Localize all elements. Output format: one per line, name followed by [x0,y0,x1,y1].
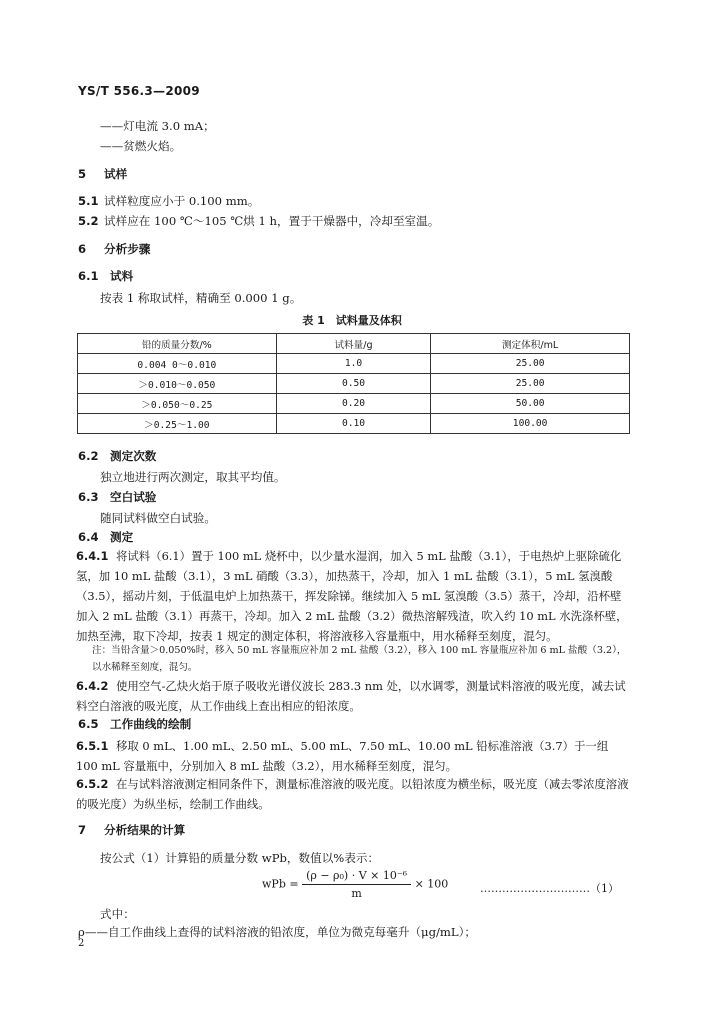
clause-6-4-heading [78,529,133,545]
clause-text: 将试料（6.1）置于 100 mL 烧杯中，以少量水湿润，加入 5 mL 盐酸（3.1），于电热炉上驱除硫化氢，加 10 mL 盐酸（3.1），3 mL 硝酸（3.3），加热蒸干，冷却，加入 1 mL 盐酸（3.1），5 mL 氢溴酸（3.5），摇动片刻，于低温电炉上加热蒸干，挥发除锑。继续加入 5 mL 氢溴酸（3.5）蒸干，冷却，沿杯壁加入 2 mL 盐酸（3.1）再蒸干，冷却。加入 2 mL 盐酸（3.2）微热溶解残渣，吹入约 10 mL 水洗涤杯壁，加热至沸，取下冷却，按表 1 规定的测定体积，将溶液移入容量瓶中，用水稀释至刻度，混匀。 [76,549,628,643]
clause-6-5-1 [76,736,632,776]
section-6-heading [78,241,150,257]
clause-number: 6.2 [78,449,99,463]
table-cell: ＞0.010～0.050 [78,374,277,394]
clause-number: 6.4 [78,530,99,544]
formula-lhs: wPb = [262,877,303,891]
clause-6-3-text: 随同试料做空白试验。 [100,511,216,525]
clause-title: 工作曲线的绘制 [110,717,192,731]
clause-5-2 [78,211,439,231]
clause-number: 5.2 [78,214,99,228]
table-row [78,374,630,394]
table-row [78,354,630,374]
table-cell: 0.20 [276,394,431,414]
equation-number: …………………………（1） [480,882,619,895]
table-cell: 50.00 [431,394,630,414]
clause-text: 在与试料溶液测定相同条件下，测量标准溶液的吸光度。以铅浓度为横坐标，吸光度（减去零浓度溶液的吸光度）为纵坐标，绘制工作曲线。 [76,777,629,811]
condition-lamp-current: ——灯电流 3.0 mA； [100,119,215,133]
formula-tail: × 100 [414,877,449,891]
clause-title: 测定次数 [110,449,157,463]
table-row [78,394,630,414]
page-number: 2 [78,938,85,949]
section-7-heading [78,822,185,838]
column-header: 测定体积/mL [431,334,630,354]
clause-number: 6.4.2 [76,679,109,693]
table-cell: 0.004 0～0.010 [78,354,277,374]
table-row [78,414,630,434]
formula-intro: 按公式（1）计算铅的质量分数 wPb，数值以%表示： [100,851,380,865]
where-label: 式中： [100,907,135,921]
clause-6-4-2 [76,676,632,716]
clause-number: 6.1 [78,269,99,283]
sample-volume-table [77,333,630,434]
section-number: 7 [78,823,87,837]
clause-number: 6.5.1 [76,739,109,753]
section-number: 6 [78,242,87,256]
clause-6-1-heading [78,268,133,284]
clause-number: 6.4.1 [76,549,109,563]
clause-text: 试样粒度应小于 0.100 mm。 [104,194,260,208]
clause-6-4-1 [76,546,632,646]
table-cell: ＞0.050～0.25 [78,394,277,414]
clause-number: 6.5 [78,717,99,731]
table-header-row [78,334,630,354]
section-title: 分析结果的计算 [104,823,186,837]
clause-6-3-heading [78,489,156,505]
formula-numerator: (ρ − ρ₀) · V × 10⁻⁶ [302,869,411,885]
table-cell: ＞0.25～1.00 [78,414,277,434]
clause-title: 测定 [110,530,134,544]
clause-text: 移取 0 mL、1.00 mL、2.50 mL、5.00 mL、7.50 mL、10.00 mL 铅标准溶液（3.7）于一组 100 mL 容量瓶中，分别加入 8 mL 盐酸（3.2），用水稀释至刻度，混匀。 [76,739,609,773]
section-title: 分析步骤 [104,242,151,256]
table-cell: 100.00 [431,414,630,434]
clause-number: 6.5.2 [76,777,109,791]
clause-6-2-text: 独立地进行两次测定，取其平均值。 [100,470,286,484]
table-cell: 0.10 [276,414,431,434]
clause-number: 5.1 [78,194,99,208]
clause-6-5-2 [76,774,632,814]
section-number: 5 [78,167,87,181]
clause-title: 空白试验 [110,490,157,504]
clause-5-1 [78,191,259,211]
clause-title: 试料 [110,269,134,283]
note-lead-content: 注：当铅含量＞0.050%时，移入 50 mL 容量瓶应补加 2 mL 盐酸（3.2），移入 100 mL 容量瓶应补加 6 mL 盐酸（3.2），以水稀释至刻度，混匀。 [92,645,627,673]
table-cell: 0.50 [276,374,431,394]
section-title: 试样 [104,167,128,181]
table-cell: 25.00 [431,354,630,374]
column-header: 铅的质量分数/% [78,334,277,354]
table-cell: 25.00 [431,374,630,394]
clause-number: 6.3 [78,490,99,504]
rho-definition: ρ——自工作曲线上查得的试料溶液的铅浓度，单位为微克每毫升（μg/mL）； [78,925,476,939]
table-cell: 1.0 [276,354,431,374]
formula-denominator: m [351,887,362,900]
clause-6-1-text: 按表 1 称取试样，精确至 0.000 1 g。 [100,291,302,305]
formula-1 [262,869,448,900]
clause-6-5-heading [78,716,191,732]
standard-number: YS/T 556.3—2009 [78,84,200,98]
section-5-heading [78,166,127,182]
clause-text: 试样应在 100 ℃～105 ℃烘 1 h，置于干燥器中，冷却至室温。 [104,214,440,228]
column-header: 试料量/g [276,334,431,354]
condition-flame: ——贫燃火焰。 [100,139,182,153]
formula-fraction [302,869,411,900]
clause-6-2-heading [78,448,156,464]
clause-text: 使用空气-乙炔火焰于原子吸收光谱仪波长 283.3 nm 处，以水调零，测量试料溶液的吸光度，减去试料空白溶液的吸光度，从工作曲线上查出相应的铅浓度。 [76,679,626,713]
table-caption: 表 1 试料量及体积 [302,314,402,327]
